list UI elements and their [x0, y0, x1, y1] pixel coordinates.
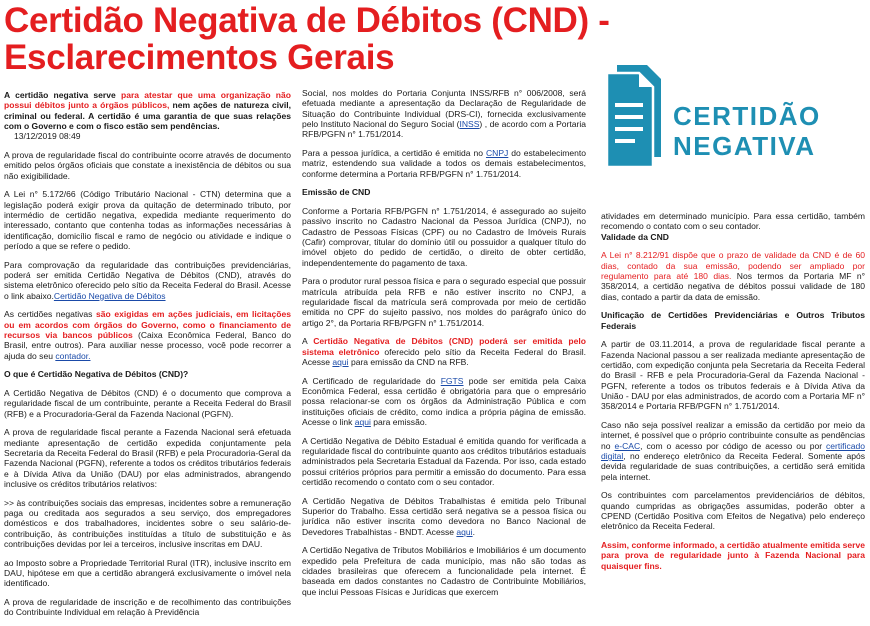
highlight: A Lei n° 8.212/91 dispõe que o prazo de validade da CND é de 60 dias, contado da sua emissão, podendo ser ampliado por regulamento para até 180 dias.: [601, 250, 865, 282]
text: Para a pessoa jurídica, a certidão é emitida no: [302, 148, 486, 159]
column-3: [601, 211, 865, 579]
paragraph: Conforme a Portaria RFB/PGFN n° 1.751/2014, é assegurado ao sujeito passivo inscrito no Cadastro Nacional da Pessoa Jurídica (CNPJ), no Cadastro de Pessoas Físicas (CPF) ou no Cadastro de Imóveis Rurais (Cafir) comprovar, titular do domínio útil ou possuidor a qualquer título do imóvel objeto do pedido de certidão, o direito de obter certidão, independentemente do pagamento de taxa.: [302, 205, 586, 268]
paragraph: [302, 336, 586, 367]
text: Social, nos moldes do Portaria Conjunta INSS/RFB n° 006/2008, será efetuada mediante a apresentação da Declaração de Regularidade de Situação do Contribuinte Individual (DRS-CI), fornecida exclusivamente pelo Instituto Nacional do Seguro Social (: [302, 88, 586, 130]
column-1: [4, 90, 291, 626]
link-aqui-fgts[interactable]: aqui: [354, 417, 371, 428]
paragraph: A partir de 03.11.2014, a prova de regularidade fiscal perante a Fazenda Nacional passou a ser realizada mediante apresentação de certidão, com expedição conjunta pela Secretaria da Receita Federal do Brasil - RFB e pela Procuradoria-Geral da Fazenda Nacional - PGFN, referente a todos os tributos federais e à Dívida Ativa da União - DAU por elas administrados, de acordo com a Portaria MF n° 358/2014 e Portaria RFB/PGFN n° 1.751/2014.: [601, 339, 865, 412]
paragraph: [601, 250, 865, 302]
text: para emissão da CND na RFB.: [348, 357, 469, 368]
closing-statement: Assim, conforme informado, a certidão atualmente emitida serve para prova de regularidade junto à Fazenda Nacional para quaisquer fins.: [601, 540, 865, 571]
text: Caso não seja possível realizar a emissão da certidão por meio da internet, é possível que o próprio contribuinte consulte as pendências no: [601, 420, 865, 451]
logo-text-line-2: NEGATIVA: [673, 131, 816, 161]
text: Para comprovação da regularidade das contribuições previdenciárias, poderá ser emitida Certidão Negativa de Débitos (CND), através do sistema eletrônico oferecido pelo sítio da Receita Federal do Brasil. Acesse o link abaixo.: [4, 259, 291, 301]
lead-text-a: A certidão negativa serve: [4, 90, 121, 100]
column-2: [302, 88, 586, 605]
link-aqui-bndt[interactable]: aqui: [456, 526, 473, 537]
text: Nos termos da Portaria MF n° 358/2014, a certidão negativa de débitos possui validade de 180 dias, contado a partir da data de emissão.: [601, 271, 865, 302]
link-ecac[interactable]: e-CAC: [614, 440, 641, 451]
link-aqui-rfb[interactable]: aqui: [332, 357, 349, 368]
paragraph: A prova de regularidade fiscal perante a Fazenda Nacional será efetuada mediante apresentação de certidão expedida conjuntamente pela Secretaria da Receita Federal do Brasil (RFB) e pela Procuradoria-Geral da Fazenda Nacional (PGFN), referente a todos os créditos tributários federais e à Dívida Ativa da União (DAU) por elas administrados, abrangendo inclusive os créditos tributários relativos:: [4, 427, 291, 490]
text: , com o acesso por código de acesso ou por: [640, 440, 827, 451]
paragraph: [302, 376, 586, 428]
paragraph: [302, 148, 586, 179]
section-heading: O que é Certidão Negativa de Débitos (CND)?: [4, 369, 189, 380]
paragraph: A Lei n° 5.172/66 (Código Tributário Nacional - CTN) determina que a legislação poderá exigir prova da quitação de determinado tributo, por intermédio de certidão negativa, expedida mediante requerimento do interessado, contanto que contenha todas as informações necessárias à identificação, domicílio fiscal e ramo de negócio ou atividade e indique o período a que se refere o pedido.: [4, 189, 291, 252]
text: A Certidão Negativa de Débitos Trabalhistas é emitida pelo Tribunal Superior do Trabalho. Essa certidão será negativa se a pessoa física ou jurídica não estiver inscrita como devedora no Banco Nacional de Devedores Trabalhistas - BNDT. Acesse: [302, 495, 586, 537]
text: A Certificado de regularidade do: [302, 375, 441, 386]
link-contador[interactable]: contador.: [55, 350, 91, 361]
lead-highlight: para atestar que uma organização não possui débitos junto a órgãos públicos,: [4, 90, 292, 111]
logo-text: [673, 101, 821, 161]
paragraph: atividades em determinado município. Para essa certidão, também recomendo o contato com o seu contador.: [601, 211, 865, 232]
title-line-1: Certidão Negativa de Débitos (CND) -: [4, 1, 610, 40]
document-icon: [603, 57, 669, 172]
lead-paragraph: [4, 90, 291, 142]
text: .: [472, 526, 475, 537]
logo-text-line-1: CERTIDÃO: [673, 101, 821, 131]
link-cnpj[interactable]: CNPJ: [485, 148, 509, 159]
paragraph: [4, 309, 291, 361]
paragraph: [601, 420, 865, 482]
paragraph: [302, 88, 586, 140]
certidao-negativa-logo: [603, 57, 867, 204]
paragraph: [302, 496, 586, 537]
section-heading: Validade da CND: [601, 231, 669, 242]
text: ) , de acordo com a Portaria RFB/PGFN n° 1.751/2014.: [302, 119, 586, 140]
text: As certidões negativas: [4, 309, 97, 320]
text: A: [302, 336, 314, 347]
text: para emissão.: [370, 417, 427, 428]
text: , no endereço eletrônico da Receita Federal. Somente após devida regularidade de suas contribuições, a certidão será emitida pela internet.: [601, 451, 865, 482]
title-line-2: Esclarecimentos Gerais: [4, 38, 395, 77]
paragraph: >> às contribuições sociais das empresas, incidentes sobre a remuneração paga ou creditada aos segurados a seu serviço, dos empregadores domésticos e dos trabalhadores, incidentes sobre o seu salário-de-contribuição, às contribuições instituídas a título de substituição e às contribuições devidas por lei a terceiros, inclusive inscritas em DAU.: [4, 497, 291, 550]
paragraph: A prova de regularidade de inscrição e de recolhimento das contribuições do Contribuinte Individual em relação à Previdência: [4, 597, 291, 618]
highlight: Certidão Negativa de Débitos (CND) poderá ser emitida pelo sistema eletrônico: [302, 336, 586, 357]
highlight: são exigidas em ações judiciais, em licitações ou em acordos com órgãos do Governo, como o financiamento de recursos via bancos públicos: [4, 309, 291, 341]
paragraph: Os contribuintes com parcelamentos previdenciários de débitos, quando cumpridas as obrigações assumidas, poderão obter a CPEND (Certidão Positiva com Efeitos de Negativa) pelo endereço eletrônico da Receita Federal.: [601, 490, 865, 532]
paragraph: ao Imposto sobre a Propriedade Territorial Rural (ITR), inclusive inscrito em DAU, hipótese em que a certidão abrangerá exclusivamente o imóvel nela identificado.: [4, 557, 291, 589]
link-certificado-digital[interactable]: certificado digital: [601, 440, 865, 462]
section-heading: Unificação de Certidões Previdenciárias e Outros Tributos Federais: [601, 310, 865, 331]
link-fgts[interactable]: FGTS: [440, 375, 464, 386]
text: pode ser emitida pela Caixa Econômica Federal, essa certidão é obrigatória para que o empresário possa relacionar-se com os órgãos da Administração Pública e com instituições oficiais de crédito, como indica a própria página de emissão. Acesse o link: [302, 375, 586, 428]
publish-date: 13/12/2019 08:49: [14, 131, 81, 142]
paragraph: A prova de regularidade fiscal do contribuinte ocorre através de documento emitido pelos órgãos oficiais que constate a inexistência de débitos ou sua não exigibilidade.: [4, 150, 291, 181]
paragraph: A Certidão Negativa de Débito Estadual é emitida quando for verificada a regularidade fiscal do contribuinte quanto aos créditos tributários estaduais administrados pela Secretaria Estadual da Fazenda. Por isso, cada estado possui critérios próprios para permitir a emissão do documento. Para essa certidão recomendo o contato com o seu contador.: [302, 435, 586, 488]
lead-text-c: nem ações de natureza civil, criminal ou federal. A certidão é uma garantia de que suas relações com o Governo e com o fisco estão sem pendências.: [4, 100, 292, 132]
text: (Caixa Econômica Federal, Banco do Brasil, entre outros). Para auxiliar nesse processo, você pode recorrer a ajuda do seu: [4, 330, 291, 361]
link-inss[interactable]: INSS: [459, 119, 480, 130]
paragraph: A Certidão Negativa de Tributos Mobiliários e Imobiliários é um documento expedido pela Prefeitura de cada município, mas não são todas as cidades brasileiras que oferecem a funcionalidade pela internet. É baseada em dados constantes no Cadastro de Contribuinte Mobiliários, que inclui Pessoas Físicas e Jurídicas que exercem: [302, 545, 586, 597]
paragraph: A Certidão Negativa de Débitos (CND) é o documento que comprova a regularidade fiscal de um contribuinte, perante a Receita Federal do Brasil (RFB) e a Procuradoria-Geral da Fazenda Nacional (PGFN).: [4, 388, 291, 419]
text: oferecido pelo sítio da Receita Federal do Brasil. Acesse: [302, 346, 586, 368]
text: do estabelecimento matriz, estendendo sua validade a todos os demais estabelecimentos, conforme determina a Portaria RFB/PGFN n° 1.751/2014.: [302, 148, 586, 179]
paragraph: Para o produtor rural pessoa física e para o segurado especial que possuir matrícula atribuída pela RFB e não estiver inscrito no CNPJ, a regularidade fiscal da matrícula será comprovada por meio de certidão emitida no CPF do sujeito passivo, nos moldes do parágrafo único do artigo 2°, da Portaria RFB/PGFN n° 1.751/2014.: [302, 276, 586, 328]
link-cnd[interactable]: Certidão Negativa de Débitos: [53, 290, 166, 301]
page-title: [4, 2, 704, 76]
section-heading: Emissão de CND: [302, 187, 371, 198]
paragraph: [4, 260, 291, 301]
